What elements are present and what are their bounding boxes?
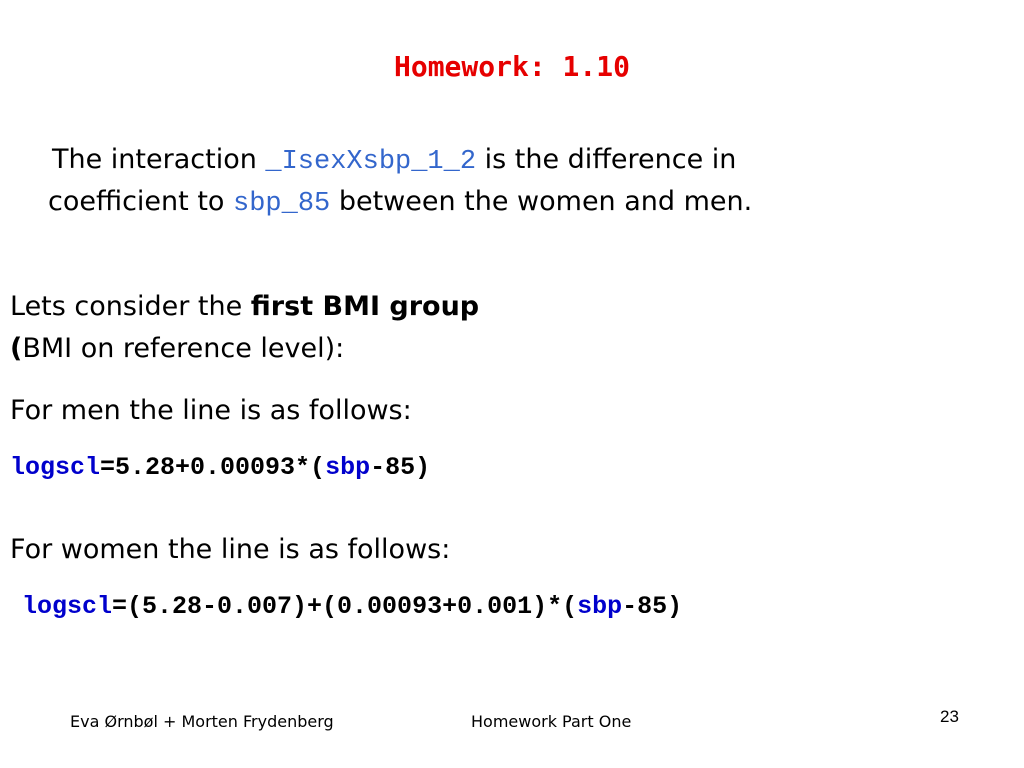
sbp-variable: sbp_85 — [233, 189, 331, 219]
interaction-variable: _IsexXsbp_1_2 — [265, 147, 477, 177]
consider-text: Lets consider the — [10, 291, 251, 322]
intro-line-1 — [52, 139, 736, 183]
consider-text: BMI on reference level): — [22, 333, 345, 364]
intro-text: is the difference in — [476, 144, 737, 175]
intro-text: The interaction — [52, 144, 266, 175]
women-formula — [22, 592, 682, 621]
sbp-variable: sbp — [325, 453, 371, 482]
slide-title: Homework: 1.10 — [393, 50, 630, 83]
logscl-variable: logscl — [10, 453, 101, 482]
intro-text: coefficient to — [48, 186, 234, 217]
formula-text: =5.28+0.00093*( — [100, 453, 326, 482]
men-formula — [10, 453, 430, 482]
intro-line-2 — [48, 181, 752, 225]
consider-line-2 — [10, 328, 344, 370]
open-paren: ( — [10, 333, 23, 364]
consider-line-1 — [10, 286, 479, 328]
intro-text: between the women and men. — [330, 186, 753, 217]
formula-text: =(5.28-0.007)+(0.00093+0.001)*( — [112, 592, 578, 621]
logscl-variable: logscl — [22, 592, 113, 621]
slide-number: 23 — [940, 707, 959, 726]
footer-authors: Eva Ørnbøl + Morten Frydenberg — [70, 712, 334, 731]
men-label: For men the line is as follows: — [10, 395, 412, 426]
footer-course: Homework Part One — [471, 712, 632, 731]
formula-text: -85) — [622, 592, 683, 621]
women-label: For women the line is as follows: — [10, 534, 451, 565]
first-bmi-group-text: first BMI group — [250, 291, 480, 322]
sbp-variable: sbp — [577, 592, 623, 621]
formula-text: -85) — [370, 453, 431, 482]
